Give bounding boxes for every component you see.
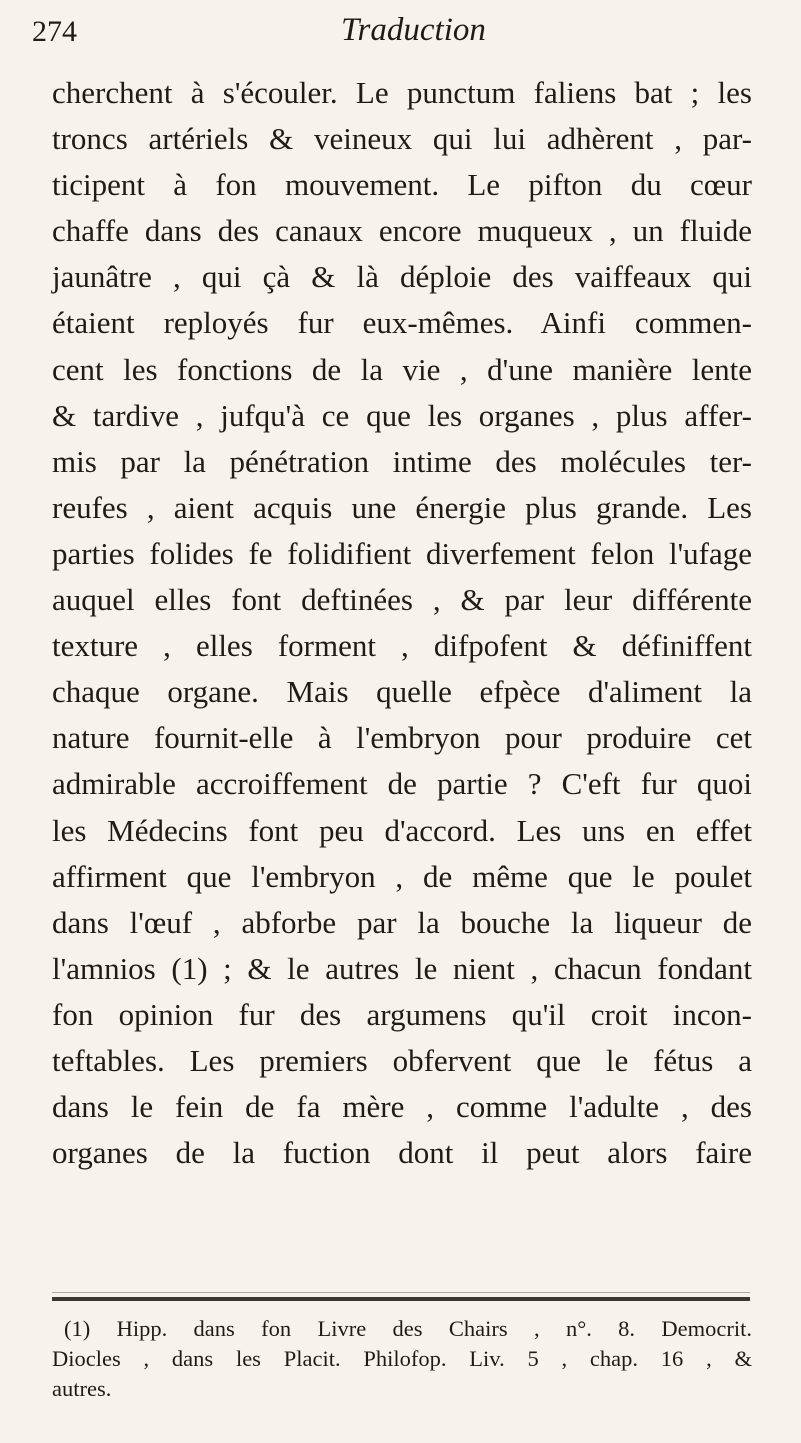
text-line: admirable accroiffement de partie ? C'eft fur quoi [52, 766, 752, 802]
text-line: parties folides fe folidifient diverfement felon l'ufage [52, 535, 752, 571]
text-line: troncs artériels & veineux qui lui adhèrent , par- [52, 121, 752, 157]
running-title: Traduction [341, 12, 486, 48]
footnote-line: autres. [52, 1376, 112, 1401]
text-line: étaient reployés fur eux-mêmes. Ainfi commen- [52, 305, 752, 341]
text-line: les Médecins font peu d'accord. Les uns en effet [52, 812, 752, 848]
text-line: nature fournit-elle à l'embryon pour produire cet [52, 720, 752, 756]
body-text [52, 70, 752, 1176]
text-line: & tardive , jufqu'à ce que les organes , plus affer- [52, 397, 752, 433]
text-line: dans l'œuf , abforbe par la bouche la liqueur de [52, 904, 752, 940]
text-line: mis par la pénétration intime des molécules ter- [52, 443, 752, 479]
text-line: ticipent à fon mouvement. Le pifton du cœur [52, 167, 752, 203]
text-line: dans le fein de fa mère , comme l'adulte , des [52, 1089, 752, 1125]
text-line: l'amnios (1) ; & le autres le nient , chacun fondant [52, 950, 752, 986]
text-line: cent les fonctions de la vie , d'une manière lente [52, 351, 752, 387]
text-line: chaffe dans des canaux encore muqueux , un fluide [52, 213, 752, 249]
text-line: reufes , aient acquis une énergie plus grande. Les [52, 489, 752, 525]
text-line: fon opinion fur des argumens qu'il croit incon- [52, 996, 752, 1032]
page-number: 274 [32, 15, 77, 48]
footnote-rule-thin [52, 1292, 750, 1293]
text-line: chaque organe. Mais quelle efpèce d'aliment la [52, 674, 752, 710]
text-line: organes de la fuction dont il peut alors faire [52, 1135, 752, 1171]
text-line: affirment que l'embryon , de même que le poulet [52, 858, 752, 894]
text-line: auquel elles font deftinées , & par leur différente [52, 582, 752, 618]
footnote-rule [52, 1297, 750, 1301]
text-line: cherchent à s'écouler. Le punctum faliens bat ; les [52, 75, 752, 110]
text-line: texture , elles forment , difpofent & définiffent [52, 628, 752, 664]
footnote [52, 1314, 752, 1404]
footnote-line: Diocles , dans les Placit. Philofop. Liv. 5 , chap. 16 , & [52, 1346, 752, 1371]
text-line: jaunâtre , qui çà & là déploie des vaiffeaux qui [52, 259, 752, 295]
text-line: teftables. Les premiers obfervent que le fétus a [52, 1042, 752, 1078]
footnote-line: (1) Hipp. dans fon Livre des Chairs , n°. 8. Democrit. [64, 1316, 752, 1341]
